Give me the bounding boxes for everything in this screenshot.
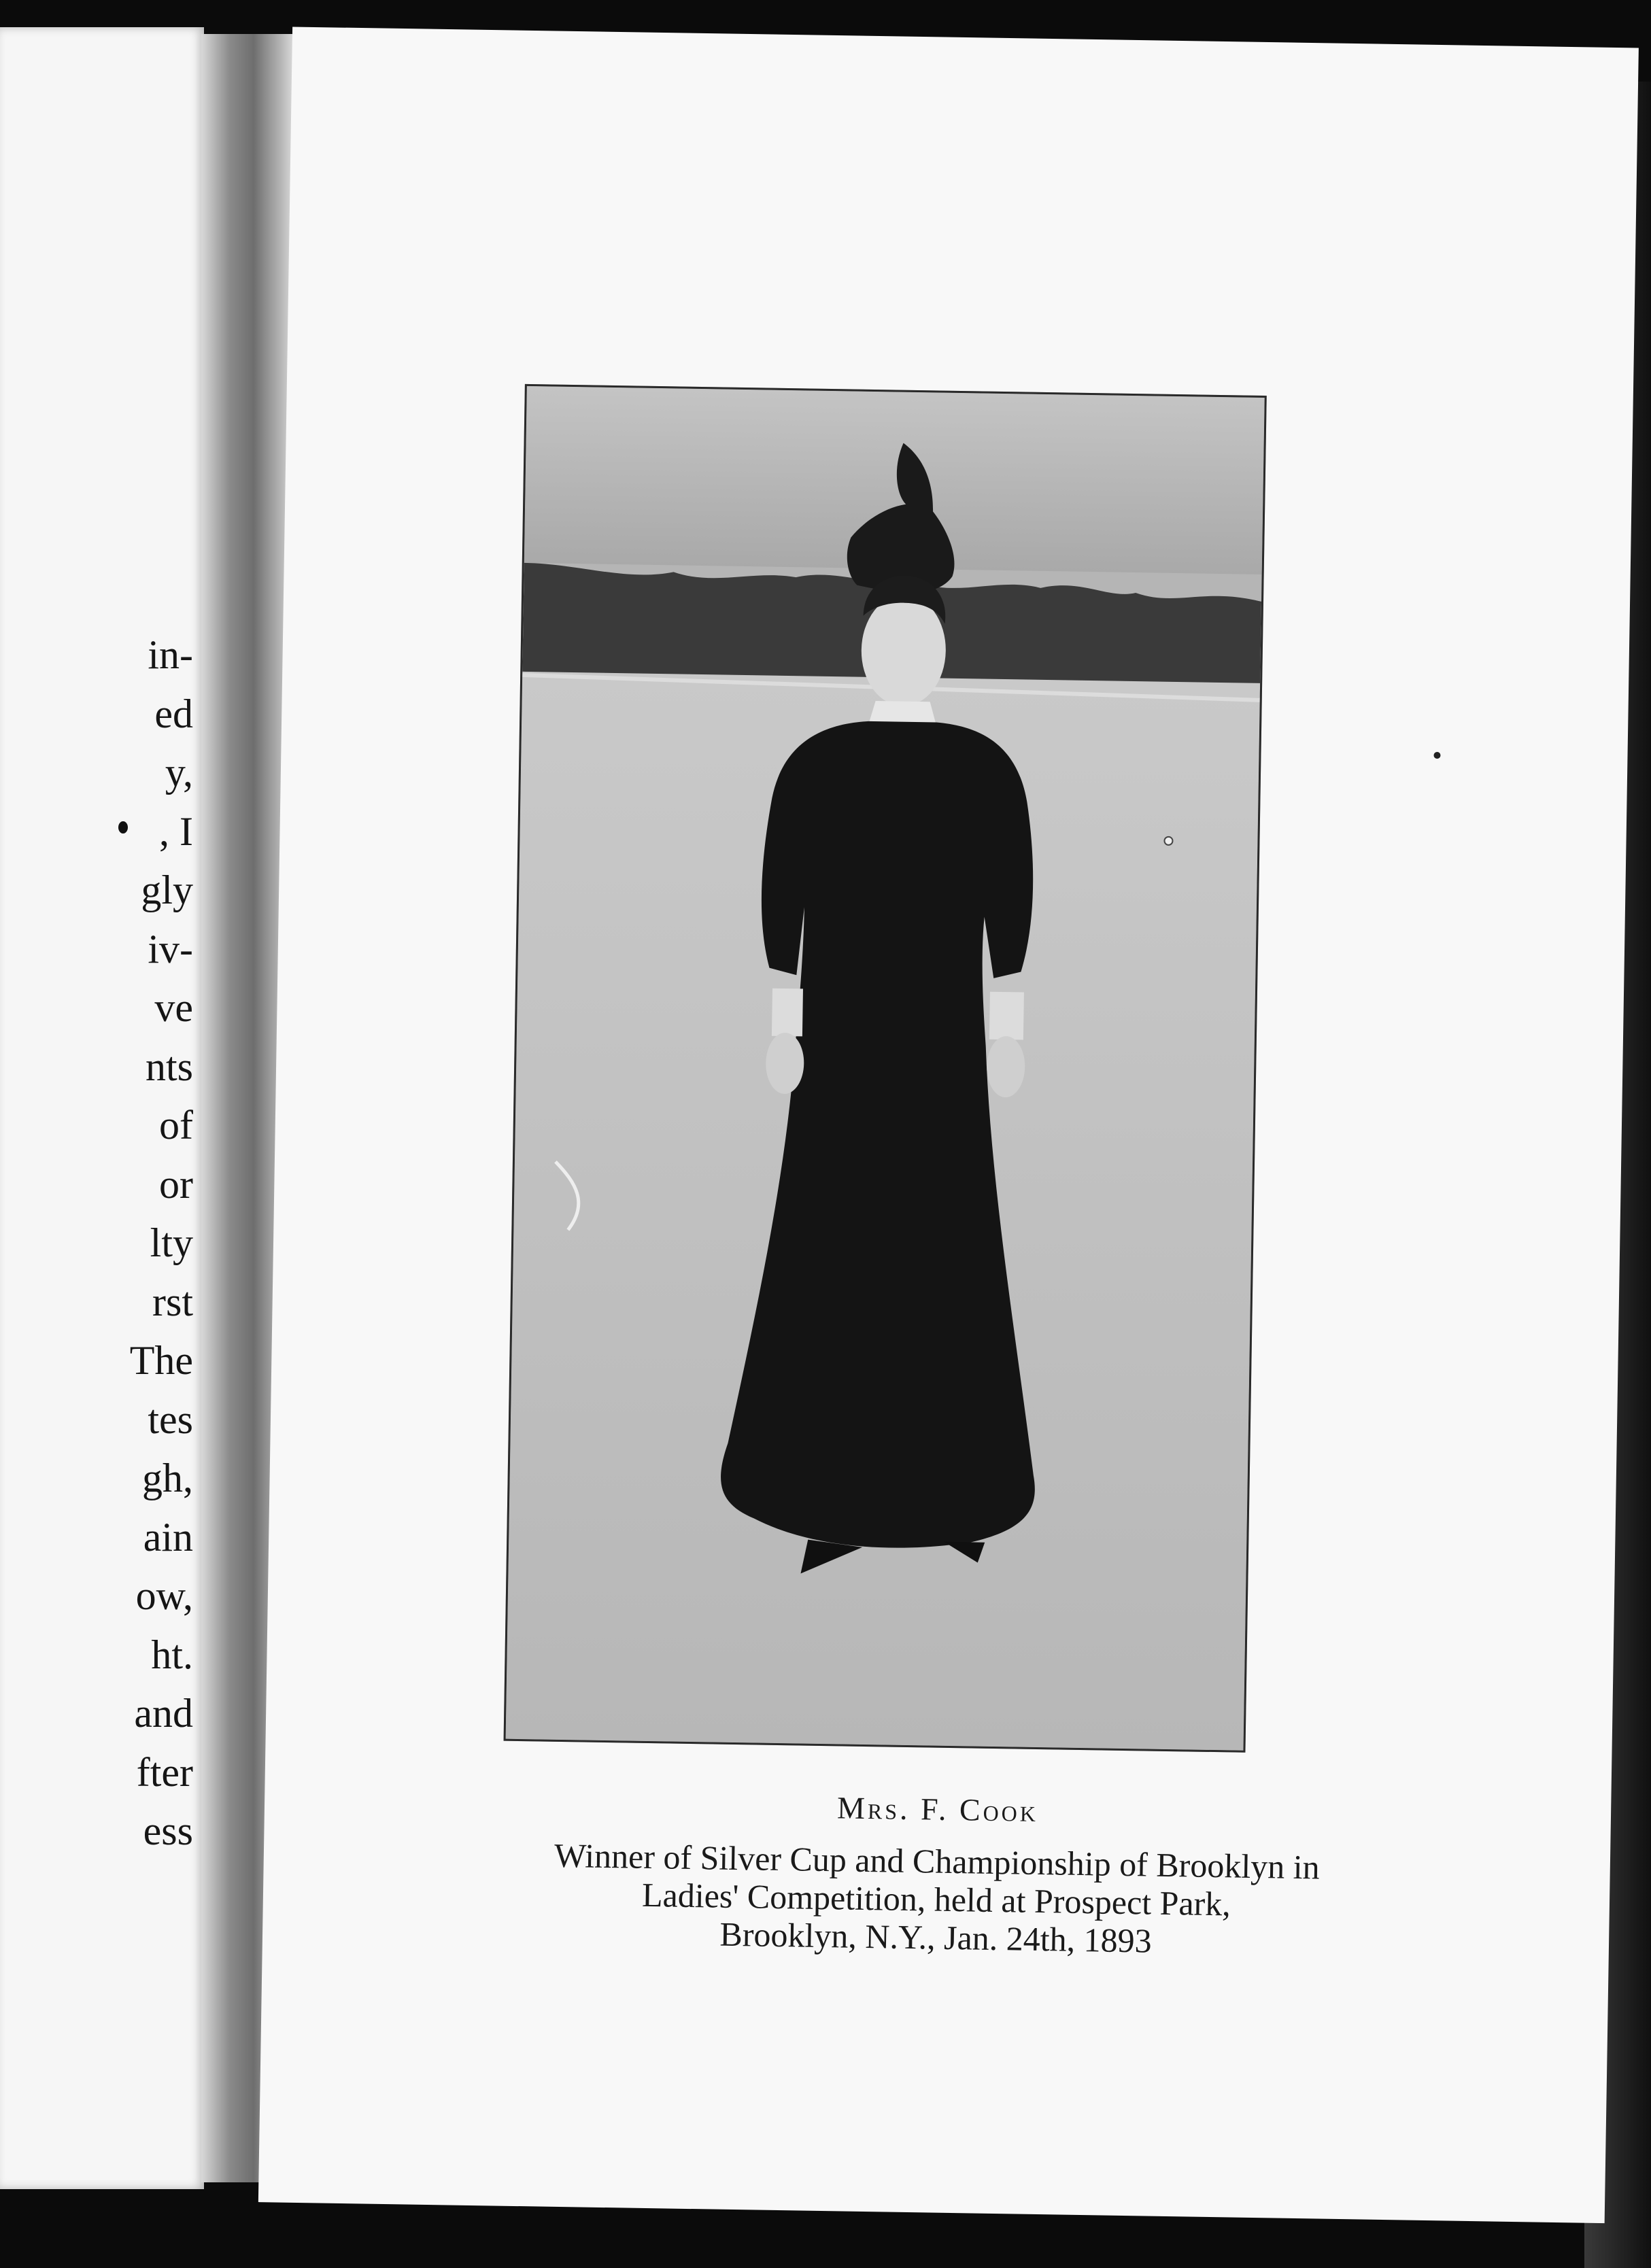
text-line: y, bbox=[165, 750, 193, 795]
skater-photo-illustration bbox=[506, 386, 1265, 1751]
left-page bbox=[0, 27, 204, 2189]
text-line: nts bbox=[145, 1044, 193, 1089]
text-line: tes bbox=[148, 1396, 193, 1442]
text-line: , I bbox=[159, 808, 193, 854]
text-line: ve bbox=[154, 985, 193, 1030]
text-line: ht. bbox=[151, 1632, 193, 1677]
right-cuff bbox=[989, 992, 1024, 1040]
caption-line: Winner of Silver Cup and Championship of Brooklyn in bbox=[554, 1836, 1321, 1887]
text-line: The bbox=[129, 1338, 193, 1383]
text-line: ow, bbox=[135, 1573, 193, 1618]
text-line: of bbox=[159, 1103, 193, 1148]
caption-line: Ladies' Competition, held at Prospect Park, bbox=[641, 1875, 1231, 1923]
text-line: fter bbox=[136, 1749, 193, 1795]
text-line: lty bbox=[150, 1220, 193, 1265]
left-page-text bbox=[130, 625, 193, 1861]
text-line: in- bbox=[148, 632, 193, 677]
text-line: iv- bbox=[148, 926, 193, 972]
ink-speck bbox=[118, 821, 128, 834]
ink-speck bbox=[1433, 752, 1440, 759]
caption-line: Brooklyn, N.Y., Jan. 24th, 1893 bbox=[719, 1914, 1153, 1960]
text-line: rst bbox=[152, 1279, 193, 1324]
text-line: gh, bbox=[142, 1456, 193, 1500]
left-cuff bbox=[772, 989, 803, 1037]
caption-description bbox=[460, 1835, 1413, 1964]
text-line: and bbox=[134, 1691, 193, 1736]
portrait-photograph bbox=[504, 384, 1267, 1753]
text-line: ain bbox=[143, 1514, 193, 1560]
text-line: or bbox=[159, 1161, 193, 1207]
ink-speck bbox=[1163, 836, 1173, 846]
text-line: ed bbox=[154, 691, 193, 736]
plate-caption bbox=[262, 1781, 1612, 1967]
caption-name: Mrs. F. Cook bbox=[836, 1790, 1039, 1828]
text-line: ess bbox=[143, 1808, 193, 1853]
right-page bbox=[258, 27, 1639, 2223]
text-line: gly bbox=[141, 867, 193, 912]
